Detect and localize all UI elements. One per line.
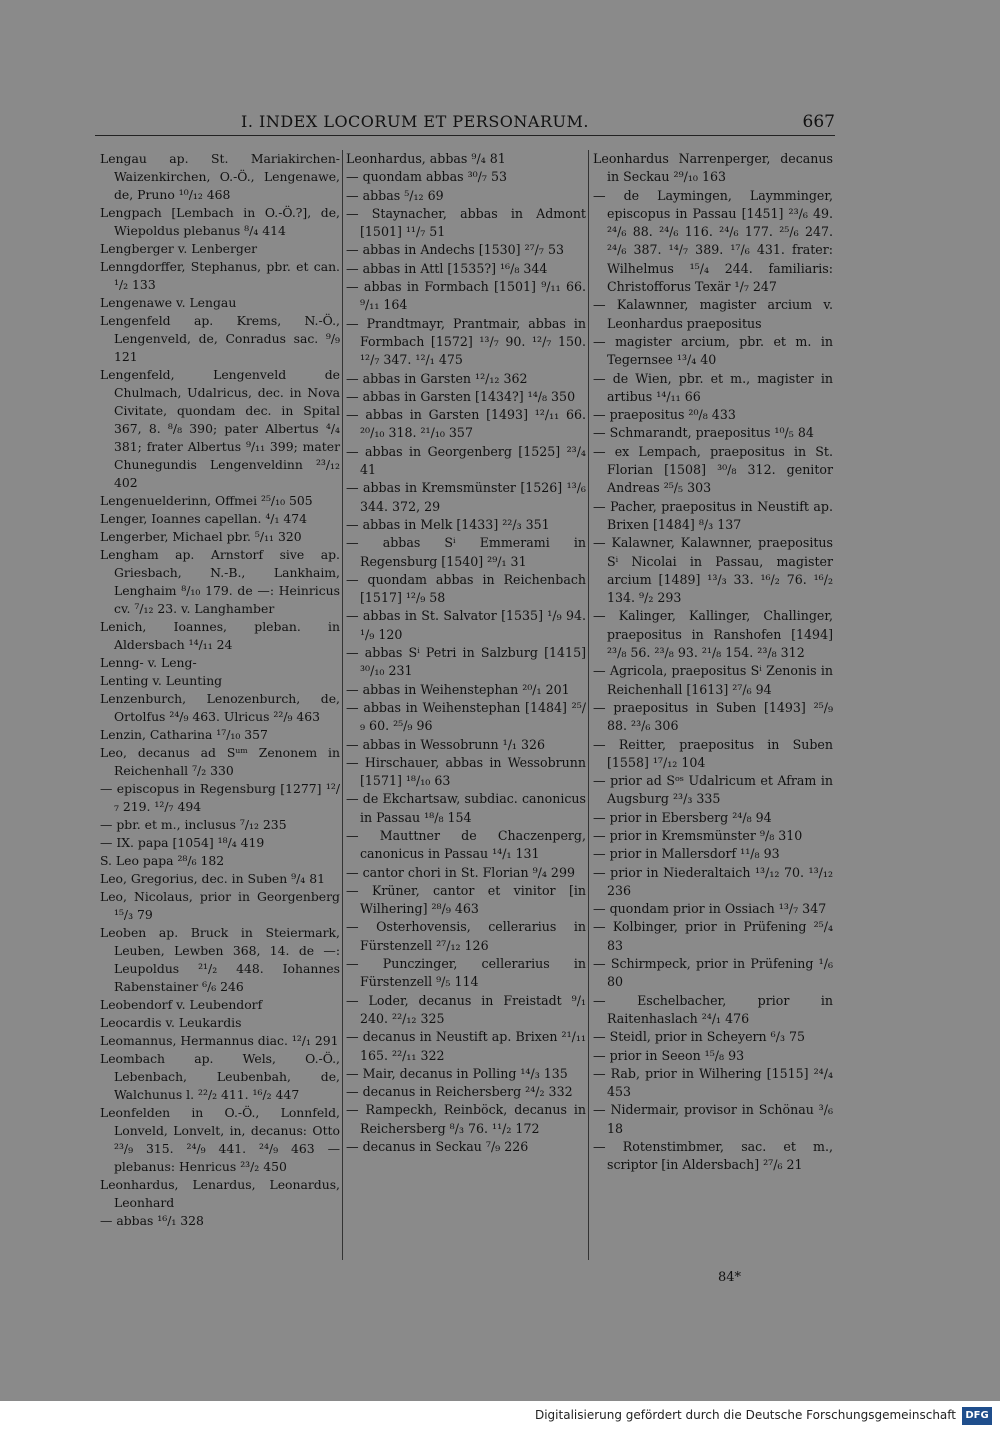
index-entry: — decanus in Seckau ⁷/₉ 226 bbox=[346, 1139, 529, 1155]
index-entry: — prior in Mallersdorf ¹¹/₈ 93 bbox=[593, 846, 780, 862]
index-entry: Lengham ap. Arnstorf sive ap. Griesbach, N.-B., Lankhaim, Lenghaim ⁸/₁₀ 179. de —: Heinricus cv. ⁷/₁₂ 23. v. Langhamber bbox=[100, 547, 340, 616]
index-entry: — abbas in Melk [1433] ²²/₃ 351 bbox=[346, 516, 550, 532]
index-entry: — abbas in Garsten [1493] ¹²/₁₁ 66. ²⁰/₁₀ 318. ²¹/₁₀ 357 bbox=[346, 407, 586, 441]
index-entry: — Eschelbacher, prior in Raitenhaslach ²⁴/₁ 476 bbox=[593, 992, 833, 1026]
index-entry: Leonhardus, Lenardus, Leonardus, Leonhard bbox=[100, 1177, 340, 1210]
running-header bbox=[95, 112, 835, 132]
index-entry: — episcopus in Regensburg [1277] ¹²/₇ 219. ¹²/₇ 494 bbox=[100, 781, 340, 814]
index-column-2 bbox=[346, 150, 586, 1156]
index-entry: — Agricola, praepositus Sⁱ Zenonis in Reichenhall [1613] ²⁷/₆ 94 bbox=[593, 663, 833, 697]
index-entry: Leo, Nicolaus, prior in Georgenberg ¹⁵/₃ 79 bbox=[100, 889, 340, 922]
index-entry: Lengenfeld, Lengenveld de Chulmach, Udalricus, dec. in Nova Civitate, quondam dec. in Spital 367, 8. ⁸/₈ 390; pater Albertus ⁴/₄ 381; frater Albertus ⁹/₁₁ 399; mater Chunegundis Lengenveldinn ²³/₁₂ 402 bbox=[100, 367, 340, 490]
index-entry: — Rab, prior in Wilhering [1515] ²⁴/₄ 453 bbox=[593, 1065, 833, 1100]
index-entry: — Punczinger, cellerarius in Fürstenzell ⁹/₅ 114 bbox=[346, 956, 586, 990]
index-entry: — abbas in Kremsmünster [1526] ¹³/₆ 344. 372, 29 bbox=[346, 480, 586, 514]
index-entry: — Prandtmayr, Prantmair, abbas in Formbach [1572] ¹³/₇ 90. ¹²/₇ 150. ¹²/₇ 347. ¹²/₁ 475 bbox=[346, 315, 586, 368]
index-entry: Lengenfeld ap. Krems, N.-Ö., Lengenveld, de, Conradus sac. ⁹/₉ 121 bbox=[100, 313, 340, 364]
index-entry: — quondam abbas ³⁰/₇ 53 bbox=[346, 169, 508, 185]
index-entry: Lengenawe v. Lengau bbox=[100, 295, 237, 310]
index-entry: — Steidl, prior in Scheyern ⁶/₃ 75 bbox=[593, 1029, 806, 1045]
index-entry: Leobendorf v. Leubendorf bbox=[100, 997, 263, 1012]
index-entry: Lenzenburch, Lenozenburch, de, Ortolfus ²⁴/₉ 463. Ulricus ²²/₉ 463 bbox=[100, 691, 340, 724]
index-entry: — Krüner, cantor et vinitor [in Wilhering] ²⁸/₉ 463 bbox=[346, 882, 586, 917]
signature-mark: 84* bbox=[718, 1270, 742, 1285]
index-entry: — prior ad Sᵒˢ Udalricum et Afram in Augsburg ²³/₃ 335 bbox=[593, 773, 833, 807]
index-entry: — abbas in Formbach [1501] ⁹/₁₁ 66. ⁹/₁₁ 164 bbox=[346, 279, 586, 313]
index-entry: — Kalinger, Kallinger, Challinger, praepositus in Ranshofen [1494] ²³/₈ 56. ²³/₈ 93. ²¹/₈ 154. ²³/₈ 312 bbox=[593, 608, 833, 661]
index-entry: — prior in Ebersberg ²⁴/₈ 94 bbox=[593, 809, 772, 825]
column-divider-1 bbox=[342, 150, 343, 1260]
dfg-footer-text: Digitalisierung gefördert durch die Deutsche Forschungsgemeinschaft bbox=[534, 1408, 956, 1422]
index-entry: — prior in Seeon ¹⁵/₈ 93 bbox=[593, 1047, 745, 1063]
index-entry: — Schmarandt, praepositus ¹⁰/₅ 84 bbox=[593, 425, 814, 441]
index-entry: — Reitter, praepositus in Suben [1558] ¹⁷/₁₂ 104 bbox=[593, 736, 833, 770]
index-entry: Leombach ap. Wels, O.-Ö., Lebenbach, Leubenbah, de, Walchunus l. ²²/₂ 411. ¹⁶/₂ 447 bbox=[100, 1051, 340, 1102]
header-rule bbox=[95, 135, 835, 136]
index-entry: — prior in Kremsmünster ⁹/₈ 310 bbox=[593, 827, 803, 843]
index-entry: — abbas ¹⁶/₁ 328 bbox=[100, 1213, 204, 1228]
index-entry: — Mair, decanus in Polling ¹⁴/₃ 135 bbox=[346, 1065, 568, 1081]
index-entry: Leo, Gregorius, dec. in Suben ⁹/₄ 81 bbox=[100, 871, 325, 886]
index-entry: Lengberger v. Lenberger bbox=[100, 241, 258, 256]
index-entry: — Osterhovensis, cellerarius in Fürstenzell ²⁷/₁₂ 126 bbox=[346, 919, 586, 953]
running-title: I. INDEX LOCORUM ET PERSONARUM. bbox=[241, 112, 589, 131]
index-entry: — abbas in Georgenberg [1525] ²³/₄ 41 bbox=[346, 443, 586, 478]
index-entry: — de Wien, pbr. et m., magister in artibus ¹⁴/₁₁ 66 bbox=[593, 370, 833, 404]
index-entry: — Nidermair, provisor in Schönau ³/₆ 18 bbox=[593, 1102, 833, 1136]
index-entry: Lengau ap. St. Mariakirchen-Waizenkirchen, O.-Ö., Lengenawe, de, Pruno ¹⁰/₁₂ 468 bbox=[100, 151, 340, 202]
index-entry: — decanus in Neustift ap. Brixen ²¹/₁₁ 165. ²²/₁₁ 322 bbox=[346, 1029, 586, 1063]
index-column-3 bbox=[593, 150, 833, 1175]
index-entry: — abbas Sⁱ Emmerami in Regensburg [1540] ²⁹/₁ 31 bbox=[346, 535, 586, 569]
index-entry: Lenger, Ioannes capellan. ⁴/₁ 474 bbox=[100, 511, 308, 526]
index-entry: — abbas in Weihenstephan ²⁰/₁ 201 bbox=[346, 681, 570, 697]
index-entry: Leocardis v. Leukardis bbox=[100, 1015, 242, 1030]
page-number: 667 bbox=[802, 112, 835, 132]
index-entry: Lenich, Ioannes, pleban. in Aldersbach ¹⁴/₁₁ 24 bbox=[100, 619, 340, 652]
dfg-footer-bar bbox=[0, 1401, 1000, 1431]
index-entry: — decanus in Reichersberg ²⁴/₂ 332 bbox=[346, 1084, 573, 1100]
index-entry: — Schirmpeck, prior in Prüfening ¹/₆ 80 bbox=[593, 956, 833, 990]
dfg-logo-icon[interactable]: DFG bbox=[962, 1407, 992, 1425]
index-entry: Lengpach [Lembach in O.-Ö.?], de, Wiepoldus plebanus ⁸/₄ 414 bbox=[100, 205, 340, 238]
index-entry: — Pacher, praepositus in Neustift ap. Brixen [1484] ⁸/₃ 137 bbox=[593, 498, 833, 532]
index-entry: Leonhardus Narrenperger, decanus in Seckau ²⁹/₁₀ 163 bbox=[593, 151, 833, 185]
index-entry: — Kalawner, Kalawnner, praepositus Sⁱ Nicolai in Passau, magister arcium [1489] ¹³/₃ 33. ¹⁶/₂ 76. ¹⁶/₂ 134. ⁹/₂ 293 bbox=[593, 535, 833, 606]
index-entry: — abbas ⁵/₁₂ 69 bbox=[346, 187, 444, 203]
index-entry: Lenng- v. Leng- bbox=[100, 655, 197, 670]
index-entry: — Kalawnner, magister arcium v. Leonhardus praepositus bbox=[593, 297, 833, 331]
index-entry: — IX. papa [1054] ¹⁸/₄ 419 bbox=[100, 835, 265, 850]
index-entry: Lenngdorffer, Stephanus, pbr. et can. ¹/₂ 133 bbox=[100, 259, 340, 292]
index-entry: — cantor chori in St. Florian ⁹/₄ 299 bbox=[346, 864, 575, 880]
index-entry: Leonfelden in O.-Ö., Lonnfeld, Lonveld, Lonvelt, in, decanus: Otto ²³/₉ 315. ²⁴/₉ 441. ²⁴/₉ 463 — plebanus: Henricus ²³/₂ 450 bbox=[100, 1105, 340, 1174]
index-entry: — Kolbinger, prior in Prüfening ²⁵/₄ 83 bbox=[593, 919, 833, 953]
index-entry: Lengerber, Michael pbr. ⁵/₁₁ 320 bbox=[100, 529, 302, 544]
index-entry: Leomannus, Hermannus diac. ¹²/₁ 291 bbox=[100, 1033, 339, 1048]
index-entry: Leoben ap. Bruck in Steiermark, Leuben, Lewben 368, 14. de —: Leupoldus ²¹/₂ 448. Iohannes Rabenstainer ⁶/₆ 246 bbox=[100, 925, 340, 994]
index-entry: — abbas in Wessobrunn ¹/₁ 326 bbox=[346, 736, 546, 752]
index-entry: — de Laymingen, Laymminger, episcopus in Passau [1451] ²³/₆ 49. ²⁴/₆ 88. ²⁴/₆ 116. ²⁴/₆ 177. ²⁵/₆ 247. ²⁴/₆ 387. ¹⁴/₇ 389. ¹⁷/₆ 431. frater: Wilhelmus ¹⁵/₄ 244. familiaris: Christofforus Texär ¹/₇ 247 bbox=[593, 187, 833, 295]
index-entry: — abbas in Garsten [1434?] ¹⁴/₈ 350 bbox=[346, 388, 576, 404]
column-divider-2 bbox=[588, 150, 589, 1260]
index-entry: Leonhardus, abbas ⁹/₄ 81 bbox=[346, 151, 506, 166]
index-entry: — abbas in Andechs [1530] ²⁷/₇ 53 bbox=[346, 242, 564, 258]
index-entry: — Hirschauer, abbas in Wessobrunn [1571] ¹⁸/₁₀ 63 bbox=[346, 754, 586, 789]
index-entry: — quondam abbas in Reichenbach [1517] ¹²/₉ 58 bbox=[346, 571, 586, 606]
index-entry: — abbas Sⁱ Petri in Salzburg [1415] ³⁰/₁₀ 231 bbox=[346, 645, 586, 679]
index-column-1 bbox=[100, 150, 340, 1230]
index-entry: — pbr. et m., inclusus ⁷/₁₂ 235 bbox=[100, 817, 287, 832]
index-entry: — quondam prior in Ossiach ¹³/₇ 347 bbox=[593, 901, 827, 917]
index-entry: Leo, decanus ad Sᵘᵐ Zenonem in Reichenhall ⁷/₂ 330 bbox=[100, 745, 340, 778]
index-entry: — abbas in Attl [1535?] ¹⁶/₈ 344 bbox=[346, 260, 548, 276]
index-entry: — magister arcium, pbr. et m. in Tegernsee ¹³/₄ 40 bbox=[593, 333, 833, 368]
index-entry: — Mauttner de Chaczenperg, canonicus in Passau ¹⁴/₁ 131 bbox=[346, 827, 586, 862]
index-entry: — praepositus in Suben [1493] ²⁵/₉ 88. ²³/₆ 306 bbox=[593, 699, 833, 734]
index-entry: — de Ekchartsaw, subdiac. canonicus in Passau ¹⁸/₈ 154 bbox=[346, 791, 586, 825]
index-entry: S. Leo papa ²⁸/₆ 182 bbox=[100, 853, 225, 868]
index-entry: Lenting v. Leunting bbox=[100, 673, 223, 688]
index-entry: — abbas in Garsten ¹²/₁₂ 362 bbox=[346, 370, 528, 386]
index-entry: — abbas in St. Salvator [1535] ¹/₉ 94. ¹/₉ 120 bbox=[346, 608, 586, 642]
index-entry: — Staynacher, abbas in Admont [1501] ¹¹/₇ 51 bbox=[346, 205, 586, 240]
index-entry: Lenzin, Catharina ¹⁷/₁₀ 357 bbox=[100, 727, 268, 742]
index-entry: — Loder, decanus in Freistadt ⁹/₁ 240. ²²/₁₂ 325 bbox=[346, 992, 586, 1026]
index-entry: Lengenuelderinn, Offmei ²⁵/₁₀ 505 bbox=[100, 493, 313, 508]
index-entry: — prior in Niederaltaich ¹³/₁₂ 70. ¹³/₁₂ 236 bbox=[593, 864, 833, 898]
index-entry: — abbas in Weihenstephan [1484] ²⁵/₉ 60. ²⁵/₉ 96 bbox=[346, 699, 586, 734]
index-entry: — Rampeckh, Reinböck, decanus in Reichersberg ⁸/₃ 76. ¹¹/₂ 172 bbox=[346, 1102, 586, 1136]
index-entry: — Rotenstimbmer, sac. et m., scriptor [in Aldersbach] ²⁷/₆ 21 bbox=[593, 1139, 833, 1173]
index-entry: — ex Lempach, praepositus in St. Florian [1508] ³⁰/₈ 312. genitor Andreas ²⁵/₅ 303 bbox=[593, 443, 833, 496]
index-entry: — praepositus ²⁰/₈ 433 bbox=[593, 407, 736, 423]
